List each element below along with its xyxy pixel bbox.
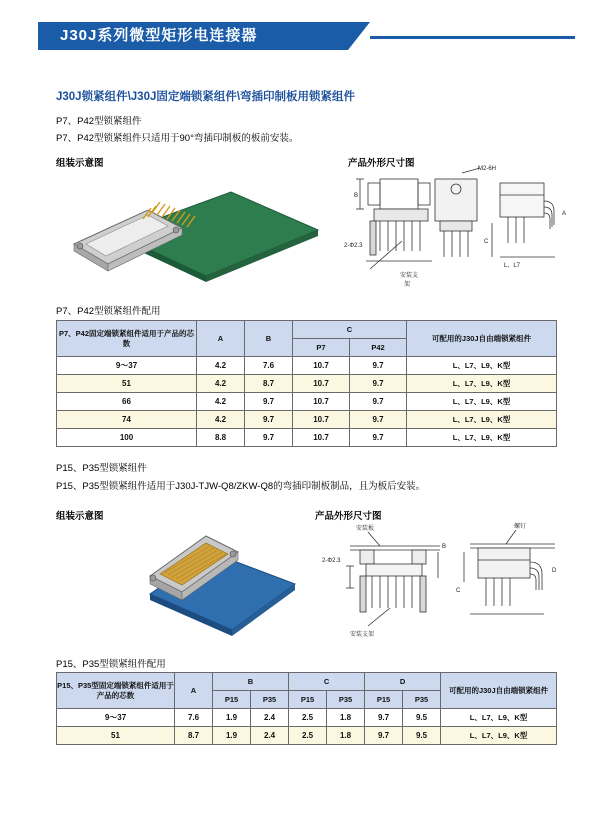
cell: 2.5	[289, 709, 327, 727]
label-assembly-2: 组装示意图	[56, 511, 104, 522]
cell: 9.7	[245, 411, 293, 429]
table2-th-sub: P35	[327, 691, 365, 709]
cell: 9.7	[245, 393, 293, 411]
section2-line-1: P15、P35型锁紧组件	[56, 463, 147, 474]
svg-text:A: A	[562, 211, 567, 217]
table2-th-c: C	[289, 673, 365, 691]
label-outline-1: 产品外形尺寸图	[348, 158, 415, 169]
page-title: J30J系列微型矩形电连接器	[60, 27, 258, 44]
cell: 10.7	[293, 375, 350, 393]
header-bar-arrow	[348, 22, 370, 50]
svg-text:L、L7: L、L7	[504, 263, 521, 269]
label-outline-2: 产品外形尺寸图	[315, 511, 382, 522]
cell: 7.6	[175, 709, 213, 727]
cell: 9.7	[350, 357, 407, 375]
svg-text:2-Φ2.3: 2-Φ2.3	[344, 243, 363, 249]
table1-caption: P7、P42型锁紧组件配用	[56, 306, 161, 317]
table2-th-b: B	[213, 673, 289, 691]
table2-th-compatible: 可配用的J30J自由端锁紧组件	[441, 673, 557, 709]
table2-th-cores: P15、P35型固定端锁紧组件适用于产品的芯数	[57, 673, 175, 709]
cell: 8.7	[175, 727, 213, 745]
table-p15-p35	[56, 672, 557, 745]
table2-th-sub: P35	[403, 691, 441, 709]
section-line-2: P7、P42型锁紧组件只适用于90°弯插印制板的板前安装。	[56, 133, 299, 144]
svg-text:安装支: 安装支	[400, 273, 419, 279]
cell: 51	[57, 727, 175, 745]
cell: 10.7	[293, 429, 350, 447]
assembly-2-drawing	[120, 522, 320, 637]
cell: 4.2	[197, 357, 245, 375]
svg-text:2-Φ2.3: 2-Φ2.3	[322, 558, 341, 564]
cell: L、L7、L9、K型	[407, 375, 557, 393]
figure-assembly-1	[56, 172, 321, 287]
cell: L、L7、L9、K型	[407, 429, 557, 447]
cell: 9.5	[403, 709, 441, 727]
page-header	[38, 22, 575, 50]
svg-text:安装板: 安装板	[356, 526, 375, 532]
table2-th-d: D	[365, 673, 441, 691]
table1-th-cores: P7、P42固定端锁紧组件适用于产品的芯数	[57, 321, 197, 357]
cell: 9.7	[350, 429, 407, 447]
table-row	[57, 429, 557, 447]
assembly-1-drawing	[56, 172, 321, 287]
cell: 74	[57, 411, 197, 429]
cell: 1.9	[213, 727, 251, 745]
cell: 8.8	[197, 429, 245, 447]
table1-th-c-p7: P7	[293, 339, 350, 357]
table2-th-sub: P15	[365, 691, 403, 709]
cell: 51	[57, 375, 197, 393]
table2-th-sub: P35	[251, 691, 289, 709]
cell: 7.6	[245, 357, 293, 375]
svg-text:D: D	[552, 568, 557, 574]
table1-th-b: B	[245, 321, 293, 357]
svg-text:架: 架	[404, 282, 411, 288]
cell: L、L7、L9、K型	[407, 357, 557, 375]
cell: 9.7	[350, 411, 407, 429]
table-row	[57, 727, 557, 745]
table2-caption: P15、P35型锁紧组件配用	[56, 659, 166, 670]
cell: 2.4	[251, 709, 289, 727]
table-row	[57, 411, 557, 429]
cell: 10.7	[293, 393, 350, 411]
table1-th-a: A	[197, 321, 245, 357]
cell: 2.4	[251, 727, 289, 745]
cell: 1.9	[213, 709, 251, 727]
figure-assembly-2	[120, 522, 320, 637]
svg-text:B: B	[354, 193, 359, 199]
label-assembly-1: 组装示意图	[56, 158, 104, 169]
cell: L、L7、L9、K型	[441, 727, 557, 745]
cell: L、L7、L9、K型	[407, 393, 557, 411]
cell: 66	[57, 393, 197, 411]
table2-th-sub: P15	[289, 691, 327, 709]
cell: 9.7	[350, 375, 407, 393]
cell: 4.2	[197, 393, 245, 411]
table1-th-c: C	[293, 321, 407, 339]
cell: 1.8	[327, 709, 365, 727]
cell: L、L7、L9、K型	[441, 709, 557, 727]
svg-text:安装支架: 安装支架	[350, 632, 375, 638]
cell: 9.7	[245, 429, 293, 447]
cell: 10.7	[293, 357, 350, 375]
cell: L、L7、L9、K型	[407, 411, 557, 429]
table-row	[57, 393, 557, 411]
cell: 9～37	[57, 357, 197, 375]
svg-text:B: B	[442, 544, 447, 550]
table2-th-sub: P15	[213, 691, 251, 709]
cell: 8.7	[245, 375, 293, 393]
svg-text:螺钉: 螺钉	[514, 524, 527, 530]
table1-th-compatible: 可配用的J30J自由端锁紧组件	[407, 321, 557, 357]
section2-line-2: P15、P35型锁紧组件适用于J30J-TJW-Q8/ZKW-Q8的弯插印制板制品，且为板后安装。	[56, 481, 426, 492]
cell: 10.7	[293, 411, 350, 429]
svg-text:M2-6H: M2-6H	[478, 166, 497, 172]
table2-th-a: A	[175, 673, 213, 709]
table2-header-row-1	[57, 673, 557, 691]
cell: 9.7	[350, 393, 407, 411]
table-row	[57, 375, 557, 393]
cell: 2.5	[289, 727, 327, 745]
cell: 4.2	[197, 411, 245, 429]
cell: 9.7	[365, 709, 403, 727]
section-line-1: P7、P42型锁紧组件	[56, 116, 142, 127]
cell: 9～37	[57, 709, 175, 727]
svg-text:C: C	[484, 239, 489, 245]
header-rule	[370, 36, 575, 39]
figure-outline-1	[340, 165, 580, 290]
cell: 9.7	[365, 727, 403, 745]
table-row	[57, 709, 557, 727]
cell: 4.2	[197, 375, 245, 393]
svg-text:C: C	[456, 588, 461, 594]
section-heading: J30J锁紧组件\J30J固定端锁紧组件\弯插印制板用锁紧组件	[56, 91, 356, 103]
table-p7-p42	[56, 320, 557, 447]
cell: 1.8	[327, 727, 365, 745]
cell: 9.5	[403, 727, 441, 745]
table-row	[57, 357, 557, 375]
cell: 100	[57, 429, 197, 447]
outline-1-drawing	[340, 165, 580, 290]
table1-th-c-p42: P42	[350, 339, 407, 357]
figure-outline-2	[320, 522, 570, 640]
outline-2-drawing	[320, 522, 570, 640]
table1-header-row-1	[57, 321, 557, 339]
